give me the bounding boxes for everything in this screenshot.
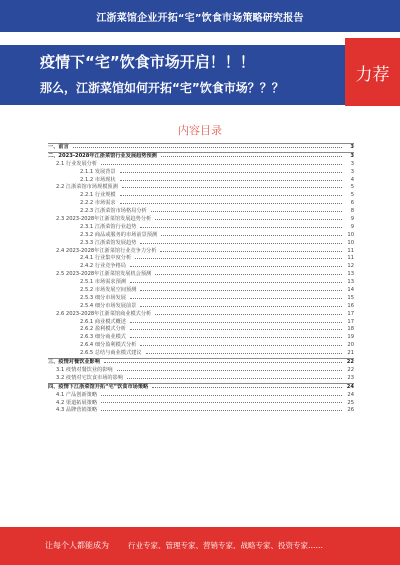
toc-entry[interactable] — [48, 152, 354, 161]
toc-entry-page: 18 — [347, 326, 354, 333]
toc-leader-dots — [140, 243, 342, 244]
toc-entry-label: 2.6.3 细分商业模式 — [80, 334, 126, 341]
toc-entry[interactable] — [48, 208, 354, 216]
toc-leader-dots — [140, 306, 342, 307]
toc-leader-dots — [155, 314, 342, 315]
toc-leader-dots — [140, 227, 342, 228]
toc-entry-page: 25 — [347, 399, 354, 406]
toc-entry-page: 3 — [350, 144, 354, 150]
banner-subheadline: 那么，江浙菜馆如何开拓“宅”饮食市场？？？ — [40, 81, 284, 95]
report-title: 江浙菜馆企业开拓“宅”饮食市场策略研究报告 — [96, 13, 304, 24]
toc-entry-label: 一、前言 — [48, 144, 69, 150]
toc-leader-dots — [130, 298, 342, 299]
toc-entry-page: 26 — [347, 407, 354, 414]
toc-entry-label: 2.2.1 行业规模 — [80, 192, 116, 199]
toc-entry-page: 24 — [347, 391, 354, 398]
toc-entry-label: 3.1 疫情对餐饮业的影响 — [56, 366, 113, 373]
toc-leader-dots — [130, 329, 342, 330]
toc-leader-dots — [127, 378, 342, 379]
toc-entry-page: 8 — [350, 208, 354, 215]
toc-entry-label: 三、疫情对餐饮业影响 — [48, 359, 100, 366]
brand-label: 力荐 — [355, 65, 390, 85]
toc-entry[interactable] — [48, 161, 354, 169]
toc-entry-page: 12 — [347, 263, 354, 270]
toc-entry-label: 2.2 江浙菜馆市场规模预测 — [56, 184, 118, 191]
banner-headline: 疫情下“宅”饮食市场开启！！！ — [40, 53, 255, 71]
toc-entry-label: 2.5 2023-2028年江浙菜馆发展机会预测 — [56, 271, 152, 278]
toc-leader-dots — [146, 353, 342, 354]
toc-entry-page: 23 — [347, 374, 354, 381]
toc-entry-label: 二、2023-2028年江浙菜馆行业发展趋势预测 — [48, 152, 157, 159]
toc-entry-page: 10 — [347, 239, 354, 246]
toc-entry-label: 2.3.2 商品或服务的市场前景预测 — [80, 231, 158, 238]
toc-entry-label: 2.6.2 盈利模式分析 — [80, 326, 126, 333]
toc-entry[interactable] — [48, 375, 354, 383]
toc-entry-page: 11 — [347, 255, 354, 262]
toc-entry-page: 10 — [347, 231, 354, 238]
toc-entry-page: 17 — [347, 310, 354, 317]
toc-leader-dots — [120, 195, 342, 196]
toc-entry[interactable] — [48, 358, 354, 367]
toc-entry-label: 2.5.1 市场需求预测 — [80, 279, 126, 286]
toc-entry[interactable] — [48, 383, 354, 392]
toc-leader-dots — [152, 387, 342, 388]
toc-entry[interactable] — [48, 295, 354, 303]
banner-band — [0, 45, 355, 105]
toc-entry-page: 9 — [350, 216, 354, 223]
toc-entry[interactable] — [48, 350, 354, 358]
toc-entry[interactable] — [48, 392, 354, 400]
footer-slogan: 让每个人都能成为 — [45, 541, 109, 550]
toc-leader-dots — [104, 362, 342, 363]
toc-entry-label: 2.6 2023-2028年江浙菜馆商业模式分析 — [56, 310, 152, 317]
toc-entry-label: 4.3 品牌营销策略 — [56, 407, 98, 414]
footer-tags: 行业专家、管理专家、营销专家、战略专家、投资专家…… — [128, 541, 323, 550]
promo-banner — [0, 38, 400, 106]
toc-entry[interactable] — [48, 279, 354, 287]
toc-entry[interactable] — [48, 240, 354, 248]
toc-entry-page: 5 — [350, 192, 354, 199]
toc-entry-label: 2.3.1 江浙菜馆行业趋势 — [80, 223, 137, 230]
toc-leader-dots — [120, 203, 342, 204]
toc-leader-dots — [101, 410, 342, 411]
toc-entry[interactable] — [48, 169, 354, 177]
toc-entry-label: 2.1.1 发展背景 — [80, 168, 116, 175]
toc-entry[interactable] — [48, 216, 354, 224]
toc-entry-page: 5 — [350, 184, 354, 191]
toc-leader-dots — [161, 235, 342, 236]
toc-entry-page: 14 — [347, 287, 354, 294]
toc-entry-label: 2.5.2 市场发展空间预测 — [80, 287, 137, 294]
toc-entry[interactable] — [48, 407, 354, 415]
toc-entry-label: 4.1 产品创新策略 — [56, 391, 98, 398]
toc-entry-page: 19 — [347, 334, 354, 341]
toc-leader-dots — [135, 258, 342, 259]
toc-entry-label: 2.2.2 市场需求 — [80, 200, 116, 207]
toc-entry-label: 2.1 行业发展分析 — [56, 160, 98, 167]
toc-entry-label: 2.5.4 细分市场发展前景 — [80, 302, 137, 309]
toc-leader-dots — [101, 395, 342, 396]
toc-entry[interactable] — [48, 200, 354, 208]
toc-leader-dots — [155, 274, 342, 275]
toc-entry[interactable] — [48, 342, 354, 350]
toc-entry-page: 6 — [350, 200, 354, 207]
toc-entry[interactable] — [48, 224, 354, 232]
toc-leader-dots — [130, 266, 342, 267]
toc-entry-label: 2.6.1 商业模式概述 — [80, 318, 126, 325]
toc-entry-label: 2.4.1 行业集中度分析 — [80, 255, 132, 262]
toc-entry[interactable] — [48, 287, 354, 295]
toc-entry-page: 13 — [347, 271, 354, 278]
toc-entry-page: 17 — [347, 318, 354, 325]
toc-leader-dots — [101, 402, 342, 403]
toc-leader-dots — [151, 211, 342, 212]
toc-leader-dots — [140, 290, 342, 291]
toc-entry-page: 3 — [350, 152, 354, 159]
toc-entry-label: 2.5.3 细分市场发展 — [80, 294, 126, 301]
toc-entry-page: 3 — [350, 160, 354, 167]
toc-entry[interactable] — [48, 271, 354, 279]
toc-entry-page: 4 — [350, 176, 354, 183]
footer-bar — [0, 527, 400, 565]
toc-leader-dots — [161, 156, 342, 157]
toc-entry-page: 11 — [347, 247, 354, 254]
toc-leader-dots — [101, 164, 342, 165]
toc-entry-page: 21 — [347, 350, 354, 357]
toc-entry-label: 2.6.5 总结与商业模式建议 — [80, 350, 142, 357]
toc-entry-page: 22 — [346, 359, 354, 366]
toc-entry[interactable] — [48, 367, 354, 375]
toc-leader-dots — [155, 219, 342, 220]
toc-entry-label: 4.2 渠道拓展策略 — [56, 399, 98, 406]
toc-leader-dots — [140, 345, 342, 346]
toc-entry-label: 2.3.3 江浙菜馆发展趋势 — [80, 239, 137, 246]
toc-leader-dots — [73, 147, 342, 148]
header-bar — [0, 0, 400, 32]
toc-entry-page: 20 — [347, 342, 354, 349]
toc-entry-label: 2.2.3 江浙菜馆市场格局分析 — [80, 208, 147, 215]
toc-entry-label: 四、疫情下江浙菜馆开拓“宅”饮食市场策略 — [48, 383, 149, 390]
toc-entry-label: 3.2 疫情对宅饮食市场的影响 — [56, 374, 123, 381]
toc-entry[interactable] — [48, 232, 354, 240]
toc-leader-dots — [160, 251, 342, 252]
toc-leader-dots — [130, 282, 342, 283]
toc-entry-label: 2.6.4 细分盈利模式分析 — [80, 342, 137, 349]
toc-entry[interactable] — [48, 143, 354, 152]
toc-title: 内容目录 — [178, 124, 222, 137]
table-of-contents — [48, 143, 354, 518]
toc-leader-dots — [120, 180, 342, 181]
toc-entry-page: 24 — [346, 383, 354, 390]
toc-entry-label: 2.1.2 市场现状 — [80, 176, 116, 183]
toc-leader-dots — [117, 370, 342, 371]
brand-badge — [345, 38, 400, 106]
toc-leader-dots — [130, 337, 342, 338]
toc-entry-page: 22 — [347, 366, 354, 373]
toc-entry-page: 16 — [347, 302, 354, 309]
toc-entry[interactable] — [48, 311, 354, 319]
toc-leader-dots — [120, 172, 342, 173]
toc-entry[interactable] — [48, 303, 354, 311]
toc-entry-label: 2.4 2023-2028年江浙菜馆行业竞争力分析 — [56, 247, 157, 254]
toc-leader-dots — [122, 187, 342, 188]
toc-entry-page: 3 — [350, 168, 354, 175]
toc-entry-page: 13 — [347, 279, 354, 286]
toc-leader-dots — [130, 322, 342, 323]
toc-entry-page: 15 — [347, 294, 354, 301]
toc-entry-label: 2.3 2023-2028年江浙菜馆发展趋势分析 — [56, 216, 152, 223]
toc-entry-page: 9 — [350, 223, 354, 230]
toc-entry-label: 2.4.2 行业竞争格局 — [80, 263, 126, 270]
